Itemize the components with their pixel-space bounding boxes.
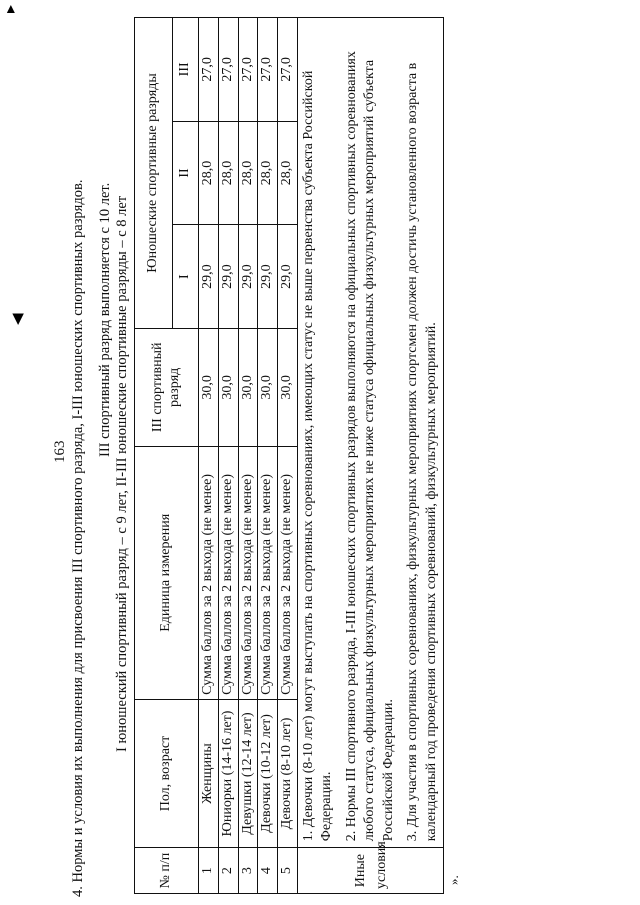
row-youth1-value: 29,0 — [199, 225, 219, 329]
row-group: Женщины — [199, 699, 219, 847]
row-youth2-value: 28,0 — [258, 121, 278, 225]
header-youth-ranks: Юношеские спортивные разряды — [135, 18, 173, 329]
row-number: 5 — [278, 848, 298, 894]
row-unit: Сумма баллов за 2 выхода (не менее) — [278, 446, 298, 699]
row-youth1-value: 29,0 — [278, 225, 298, 329]
row-group: Девочки (10-12 лет) — [258, 699, 278, 847]
header-youth-2: II — [173, 121, 199, 225]
row-group: Девушки (12-14 лет) — [238, 699, 258, 847]
row-youth2-value: 28,0 — [278, 121, 298, 225]
row-rank3-value: 30,0 — [218, 328, 238, 446]
row-unit: Сумма баллов за 2 выхода (не менее) — [218, 446, 238, 699]
condition-item-1: 1. Девочки (8-10 лет) могут выступать на спортивных соревнованиях, имеющих статус не выше первенства субъекта Российской Федерации. — [300, 70, 335, 842]
row-youth3-value: 27,0 — [199, 18, 219, 122]
row-group: Девочки (8-10 лет) — [278, 699, 298, 847]
condition-item-3: 3. Для участия в спортивных соревнованиях, физкультурных мероприятиях спортсмен должен достичь установленного возраста в календарный год проведения спортивных соревнований, физкультурных мероприятий. — [405, 62, 439, 842]
row-unit: Сумма баллов за 2 выхода (не менее) — [258, 446, 278, 699]
header-number: № п/п — [135, 848, 199, 894]
row-unit: Сумма баллов за 2 выхода (не менее) — [199, 446, 219, 699]
header-rank3: III спортивный разряд — [135, 328, 199, 446]
row-youth2-value: 28,0 — [218, 121, 238, 225]
header-unit: Единица измерения — [135, 446, 199, 699]
row-rank3-value: 30,0 — [278, 328, 298, 446]
youth-ranks-age-note: I юношеский спортивный разряд – с 9 лет, II-III юношеские спортивные разряды – с 8 лет — [114, 195, 130, 752]
table-row — [218, 18, 238, 894]
row-number: 1 — [199, 848, 219, 894]
table-row — [258, 18, 278, 894]
row-youth2-value: 28,0 — [238, 121, 258, 225]
row-youth3-value: 27,0 — [258, 18, 278, 122]
section-heading: 4. Нормы и условия их выполнения для присвоения III спортивного разряда, I-III юношеских спортивных разрядов. — [70, 179, 86, 897]
other-conditions-row — [297, 18, 443, 894]
row-rank3-value: 30,0 — [199, 328, 219, 446]
row-youth3-value: 27,0 — [278, 18, 298, 122]
arrow-left-icon: ◀ — [10, 313, 26, 325]
row-youth1-value: 29,0 — [258, 225, 278, 329]
row-youth1-value: 29,0 — [218, 225, 238, 329]
table-row — [238, 18, 258, 894]
other-conditions-label: Иные условия — [297, 848, 443, 894]
row-youth3-value: 27,0 — [238, 18, 258, 122]
rank3-age-note: III спортивный разряд выполняется с 10 лет. — [97, 182, 113, 457]
table-row — [199, 18, 219, 894]
row-group: Юниорки (14-16 лет) — [218, 699, 238, 847]
header-youth-3: III — [173, 18, 199, 122]
row-number: 4 — [258, 848, 278, 894]
row-youth1-value: 29,0 — [238, 225, 258, 329]
other-conditions-text — [297, 18, 443, 848]
row-rank3-value: 30,0 — [238, 328, 258, 446]
condition-item-2: 2. Нормы III спортивного разряда, I-III юношеских спортивных разрядов выполняются на официальных спортивных соревнованиях любого статуса, официальных физкультурных мероприятиях не ниже статуса официальных физкультурных мероприятий субъекта Российской Федерации. — [343, 51, 396, 842]
row-unit: Сумма баллов за 2 выхода (не менее) — [238, 446, 258, 699]
table-row — [278, 18, 298, 894]
row-youth3-value: 27,0 — [218, 18, 238, 122]
closing-quote: ». — [446, 875, 461, 885]
norms-table — [134, 17, 444, 894]
corner-mark-icon: ▸ — [2, 4, 19, 13]
header-gender-age: Пол, возраст — [135, 699, 199, 847]
row-youth2-value: 28,0 — [199, 121, 219, 225]
row-rank3-value: 30,0 — [258, 328, 278, 446]
page-number: 163 — [52, 440, 68, 463]
header-youth-1: I — [173, 225, 199, 329]
row-number: 3 — [238, 848, 258, 894]
row-number: 2 — [218, 848, 238, 894]
